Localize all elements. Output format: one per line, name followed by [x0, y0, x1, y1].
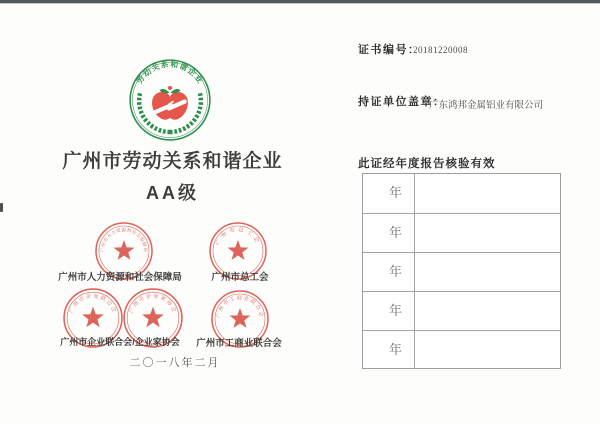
- blank-cell: [415, 292, 560, 330]
- year-cell: 年: [363, 174, 415, 213]
- issuer-label-hr-bureau: 广州市人力资源和社会保障局: [58, 272, 182, 283]
- star-icon: [82, 307, 104, 328]
- annual-verification-table: [362, 173, 561, 369]
- blank-cell: [415, 331, 560, 369]
- table-row: [363, 291, 560, 330]
- blossom-icon: [168, 86, 172, 90]
- seal-arc-text: 广州市企业联合会: [68, 293, 118, 315]
- holder-unit-value: 广东鸿邦金属铝业有限公司: [429, 101, 544, 111]
- emblem-arc-text: 劳动关系和谐企业: [134, 59, 206, 86]
- scan-edge-top-shadow: [0, 3, 600, 4]
- scan-speckle: [0, 203, 3, 212]
- year-cell: 年: [363, 331, 415, 369]
- seal-arc-text: 广州市人力资源和社会保障局: [99, 227, 149, 253]
- blank-cell: [415, 174, 560, 213]
- issuer-label-enterprise-confederation: 广州市企业联合会/企业家协会: [60, 337, 180, 347]
- table-row: [363, 330, 560, 369]
- star-icon: [142, 307, 164, 328]
- issuer-label-trade-union: 广州市总工会: [211, 272, 269, 283]
- certificate-number-label: 证书编号：: [358, 44, 421, 56]
- seal-arc-text: 广州市总工会: [214, 226, 262, 247]
- certificate-grade: AA级: [146, 183, 199, 203]
- star-icon: [228, 240, 249, 260]
- harmony-enterprise-emblem-icon: [128, 58, 212, 142]
- issue-date: 二〇一八年二月: [129, 357, 221, 369]
- certificate-title: 广州市劳动关系和谐企业: [62, 151, 283, 172]
- table-row: [363, 213, 560, 252]
- issuer-label-industry-commerce: 广州市工商业联合会: [196, 338, 282, 349]
- star-icon: [230, 308, 251, 328]
- year-cell: 年: [363, 214, 415, 252]
- holder-unit-label: 持证单位盖章：: [358, 96, 446, 108]
- star-icon: [114, 240, 135, 260]
- year-cell: 年: [363, 253, 415, 291]
- table-row: [363, 252, 560, 291]
- blank-cell: [415, 214, 560, 252]
- blank-cell: [415, 253, 560, 291]
- year-cell: 年: [363, 292, 415, 330]
- seal-arc-text: 广州市企业家协会: [128, 293, 178, 315]
- table-row: [363, 174, 560, 213]
- seal-arc-text: 广州市工商业联合会: [215, 295, 265, 319]
- annual-verification-title: 此证经年度报告核验有效: [358, 158, 496, 170]
- certificate-number-value: 20181220008: [413, 45, 468, 55]
